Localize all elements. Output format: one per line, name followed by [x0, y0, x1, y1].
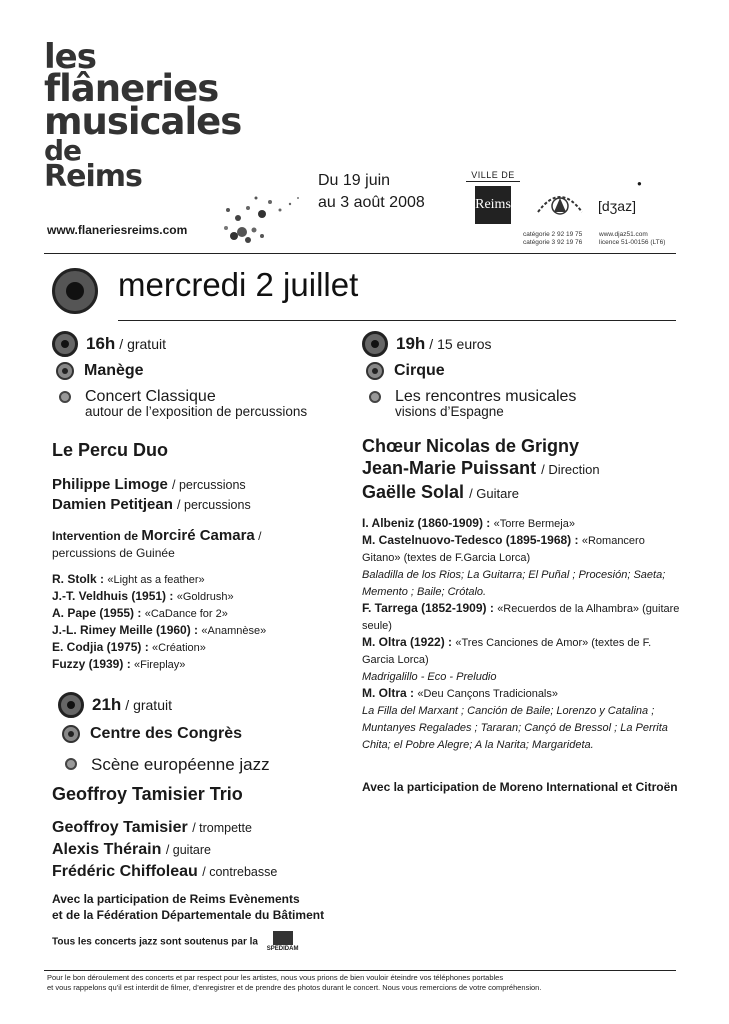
dates-line: au 3 août 2008 — [318, 194, 425, 211]
ensemble-block — [362, 435, 682, 505]
performer-name: Frédéric Chiffoleau — [52, 863, 198, 880]
event-time — [92, 695, 172, 715]
place-bullet-icon — [366, 362, 384, 380]
licence-line: catégorie 3 92 19 76 — [523, 239, 583, 246]
work-title: «Goldrush» — [176, 591, 234, 603]
work-detail: Madrigalillo - Eco - Preludio — [362, 671, 497, 683]
work-title: «Light as a feather» — [107, 574, 205, 586]
work-composer: I. Albeniz (1860-1909) : — [362, 516, 491, 530]
work-title: «Romancero Gitano» (textes de F.Garcia Lorca) — [362, 535, 645, 564]
event-genre-block — [59, 388, 362, 419]
soloist-name: Gaëlle Solal — [362, 482, 465, 502]
arsenal-logo-icon — [532, 182, 588, 222]
djaz-mark-icon: ● — [637, 179, 642, 188]
event-genre-row — [369, 388, 682, 405]
work-composer: A. Pape (1955) : — [52, 606, 142, 620]
participation-line: Avec la participation de Reims Evènements — [52, 892, 300, 906]
works-list — [362, 515, 680, 753]
spedidam-mark-icon — [273, 931, 293, 945]
logo-line: Reims — [44, 159, 142, 194]
ensemble-name: Le Percu Duo — [52, 440, 169, 460]
time-bullet-icon — [362, 331, 388, 357]
work-detail: La Filla del Marxant ; Canción de Baile; Lorenzo y Catalina ; Muntanyes Regalades ; Tararan; Cançó de Bressol ; La Perrita Chita; el Pobre Alegre; A la Narita; Margarideta. — [362, 705, 668, 751]
time-value: 21h — [92, 695, 122, 714]
work-composer: J.-L. Rimey Meille (1960) : — [52, 623, 199, 637]
event-time — [396, 334, 492, 354]
genre-bullet-icon — [369, 391, 381, 403]
licence-line: licence 51-00156 (LT6) — [599, 239, 666, 246]
time-note: / gratuit — [125, 697, 172, 713]
work-composer: M. Oltra : — [362, 686, 415, 700]
work-item — [52, 656, 362, 673]
logo-line: les — [44, 37, 96, 77]
soloist-role: / Guitare — [469, 486, 519, 501]
work-item — [362, 685, 680, 753]
time-value: 16h — [86, 334, 116, 353]
work-title: «CaDance for 2» — [144, 608, 228, 620]
ensemble-director — [362, 457, 682, 481]
event-genre: Concert Classique — [85, 388, 216, 405]
work-title: «Anamnèse» — [201, 625, 267, 637]
performer-role: / guitare — [165, 843, 211, 857]
works-list — [52, 571, 362, 673]
work-title: «Recuerdos de la Alhambra» (guitare seule) — [362, 603, 680, 632]
performer-name: Damien Petitjean — [52, 496, 173, 513]
time-bullet-icon — [58, 692, 84, 718]
work-item — [52, 605, 362, 622]
event-genre-row — [59, 388, 362, 405]
event-time — [86, 334, 166, 354]
event-genre-block — [369, 388, 682, 419]
work-composer: M. Oltra (1922) : — [362, 635, 453, 649]
performer — [52, 475, 362, 495]
performer — [52, 861, 362, 883]
participation-text: Avec la participation de Moreno International et Citroën — [362, 780, 678, 794]
dates-line: Du 19 juin — [318, 172, 391, 189]
event-genre-sub: visions d’Espagne — [395, 404, 504, 419]
event-place: Centre des Congrès — [90, 725, 243, 742]
intervention-name: Morciré Camara — [141, 527, 255, 544]
work-item — [362, 634, 680, 685]
director-role: / Direction — [541, 462, 600, 477]
work-item — [362, 532, 680, 600]
event-time-row — [52, 330, 362, 358]
performer-role: / trompette — [192, 821, 252, 835]
performer — [52, 495, 362, 515]
event-genre-sub: autour de l’exposition de percussions — [85, 404, 308, 419]
participation-block — [52, 891, 362, 923]
header — [0, 0, 729, 252]
footer-line: et vous rappelons qu’il est interdit de filmer, d’enregistrer et de prendre des photos durant le concert. Nous vous remercions de votre compréhension. — [47, 983, 542, 992]
work-item — [52, 622, 362, 639]
day-title: mercredi 2 juillet — [118, 266, 359, 303]
intervention-line — [52, 527, 362, 545]
ensemble-soloist — [362, 481, 682, 505]
work-title: «Tres Canciones de Amor» (textes de F. Garcia Lorca) — [362, 637, 652, 666]
left-column — [52, 330, 362, 953]
footer-line: Pour le bon déroulement des concerts et par respect pour les artistes, nous vous prions de bien vouloir éteindre vos téléphones portables — [47, 973, 504, 982]
work-composer: E. Codjia (1975) : — [52, 640, 149, 654]
event-place: Cirque — [394, 362, 445, 379]
time-value: 19h — [396, 334, 426, 353]
event-place: Manège — [84, 362, 144, 379]
time-bullet-icon — [52, 331, 78, 357]
sponsor-text: Tous les concerts jazz sont soutenus par la — [52, 936, 258, 948]
event-genre: Scène européenne jazz — [91, 754, 270, 774]
work-composer: R. Stolk : — [52, 572, 105, 586]
website-link[interactable]: www.flaneriesreims.com — [47, 223, 188, 237]
event-time-row — [58, 691, 362, 719]
footer-notice — [47, 973, 687, 993]
spedidam-logo — [267, 931, 299, 953]
work-composer: M. Castelnuovo-Tedesco (1895-1968) : — [362, 533, 579, 547]
event-place-row — [62, 719, 362, 749]
work-detail: Baladilla de los Rios; La Guitarra; El Puñal ; Procesión; Saeta; Memento ; Baile; Crótalo. — [362, 569, 666, 598]
djaz-logo: [dʒaz] — [598, 198, 636, 214]
performer-name: Philippe Limoge — [52, 476, 168, 493]
director-name: Jean-Marie Puissant — [362, 458, 537, 478]
genre-bullet-icon — [65, 758, 77, 770]
work-item — [52, 588, 362, 605]
performer-role: / percussions — [172, 478, 246, 492]
performer-role: / contrebasse — [202, 865, 278, 879]
divider — [118, 320, 676, 321]
work-title: «Fireplay» — [134, 659, 186, 671]
festival-logo — [44, 37, 242, 194]
performer-name: Geoffroy Tamisier — [52, 819, 188, 836]
work-item — [52, 571, 362, 588]
work-item — [362, 515, 680, 532]
decorative-dots-icon — [218, 180, 328, 250]
licence-info — [599, 231, 665, 247]
work-title: «Deu Cançons Tradicionals» — [417, 688, 558, 700]
sponsor-line — [52, 931, 362, 953]
performer-name: Alexis Thérain — [52, 841, 162, 858]
ville-de-reims-logo — [466, 170, 520, 224]
day-bullet-icon — [52, 268, 98, 314]
event-genre-row — [65, 749, 362, 779]
event-place-row — [56, 358, 362, 384]
ville-box: Reims — [475, 186, 511, 224]
spedidam-label: SPEDIDAM — [266, 946, 299, 952]
intervention-role: percussions de Guinée — [52, 546, 175, 560]
work-item — [52, 639, 362, 656]
intervention-block — [52, 527, 362, 561]
work-composer: J.-T. Veldhuis (1951) : — [52, 589, 174, 603]
intervention-prefix: Intervention de — [52, 529, 139, 543]
work-composer: Fuzzy (1939) : — [52, 657, 131, 671]
performer-list — [52, 817, 362, 883]
festival-dates — [318, 170, 425, 214]
performer-role: / percussions — [177, 498, 251, 512]
ensemble-name: Geoffroy Tamisier Trio — [52, 784, 243, 804]
place-bullet-icon — [56, 362, 74, 380]
logo-line: flâneries — [44, 67, 219, 110]
time-note: / 15 euros — [429, 336, 492, 352]
time-note: / gratuit — [119, 336, 166, 352]
work-item — [362, 600, 680, 634]
performer-list — [52, 475, 362, 515]
genre-bullet-icon — [59, 391, 71, 403]
right-column — [362, 330, 682, 795]
place-bullet-icon — [62, 725, 80, 743]
divider — [44, 970, 676, 971]
ville-top-label: VILLE DE — [466, 170, 520, 182]
ensemble-name: Chœur Nicolas de Grigny — [362, 436, 580, 456]
divider — [44, 253, 676, 254]
performer — [52, 817, 362, 839]
logo-line: de — [44, 134, 82, 167]
logo-line: musicales — [44, 100, 242, 143]
licence-line: www.djaz51.com — [599, 231, 648, 238]
intervention-suffix: / — [258, 529, 262, 543]
work-title: «Torre Bermeja» — [493, 518, 575, 530]
performer — [52, 839, 362, 861]
licence-info — [523, 231, 582, 247]
licence-line: catégorie 2 92 19 75 — [523, 231, 583, 238]
work-composer: F. Tarrega (1852-1909) : — [362, 601, 494, 615]
event-genre: Les rencontres musicales — [395, 388, 577, 405]
event-place-row — [366, 358, 682, 384]
event-time-row — [362, 330, 682, 358]
participation-line: et de la Fédération Départementale du Bâtiment — [52, 908, 325, 922]
work-title: «Création» — [152, 642, 206, 654]
